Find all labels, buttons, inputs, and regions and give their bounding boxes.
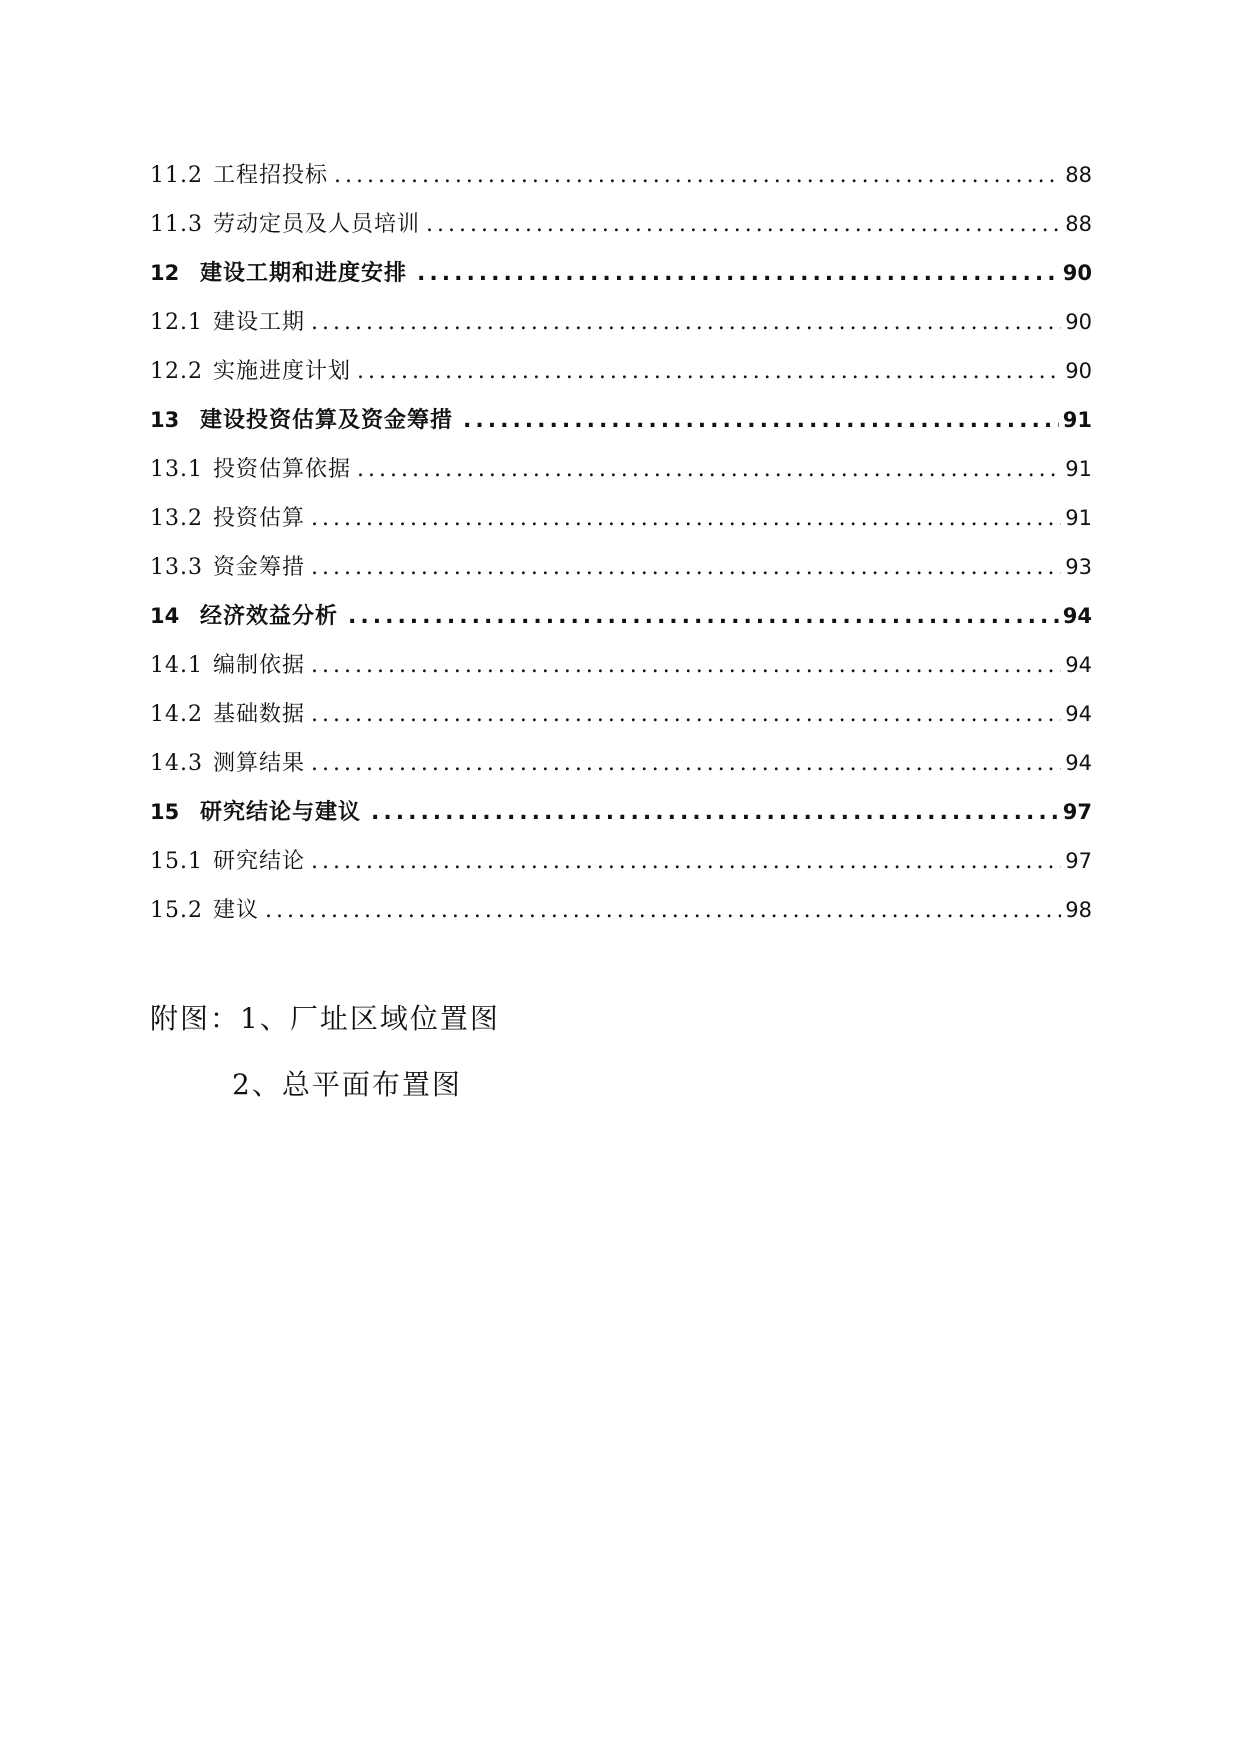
toc-entry-number: 12.2 (150, 359, 203, 384)
attachment-item: 2、总平面布置图 (232, 1068, 462, 1101)
toc-entry-title: 测算结果 (212, 751, 305, 776)
toc-entry-page-number: 90 (1065, 310, 1092, 334)
toc-entry-page-number: 94 (1065, 702, 1092, 726)
toc-dot-leader (334, 151, 1061, 200)
toc-entry-number: 15.2 (150, 898, 203, 923)
toc-entry-number: 13.1 (150, 457, 203, 482)
toc-dot-leader (348, 592, 1059, 641)
toc-entry-number: 15 (150, 800, 180, 824)
toc-entry-number: 13.3 (150, 555, 203, 580)
attachments-list (150, 986, 500, 1118)
toc-dot-leader (311, 837, 1061, 886)
toc-section-entry[interactable] (150, 739, 1092, 788)
toc-entry-title: 研究结论 (212, 849, 305, 874)
toc-chapter-entry[interactable] (150, 249, 1092, 298)
toc-section-entry[interactable] (150, 347, 1092, 396)
toc-section-entry[interactable] (150, 445, 1092, 494)
toc-section-entry[interactable] (150, 494, 1092, 543)
toc-section-entry[interactable] (150, 886, 1092, 935)
toc-entry-page-number: 98 (1065, 898, 1092, 922)
toc-entry-page-number: 94 (1065, 653, 1092, 677)
toc-entry-number: 13 (150, 408, 180, 432)
toc-entry-title: 劳动定员及人员培训 (212, 212, 420, 237)
toc-entry-number: 14.3 (150, 751, 203, 776)
toc-entry-page-number: 91 (1065, 457, 1092, 481)
toc-entry-page-number: 88 (1065, 212, 1092, 236)
toc-entry-number: 14.2 (150, 702, 203, 727)
toc-entry-title: 研究结论与建议 (200, 800, 362, 825)
toc-entry-title: 建设工期 (212, 310, 305, 335)
toc-entry-number: 11.2 (150, 163, 203, 188)
toc-entry-page-number: 91 (1065, 506, 1092, 530)
toc-entry-page-number: 94 (1062, 604, 1092, 628)
toc-dot-leader (311, 690, 1061, 739)
toc-entry-page-number: 91 (1062, 408, 1092, 432)
toc-entry-number: 12 (150, 261, 180, 285)
toc-entry-page-number: 93 (1065, 555, 1092, 579)
toc-dot-leader (311, 494, 1061, 543)
toc-entry-page-number: 90 (1062, 261, 1092, 285)
toc-section-entry[interactable] (150, 690, 1092, 739)
toc-chapter-entry[interactable] (150, 396, 1092, 445)
table-of-contents (150, 151, 1092, 935)
toc-dot-leader (265, 886, 1061, 935)
toc-entry-title: 资金筹措 (212, 555, 305, 580)
toc-entry-page-number: 88 (1065, 163, 1092, 187)
toc-entry-title: 经济效益分析 (200, 604, 339, 629)
attachment-item: 附图：1、厂址区域位置图 (150, 1002, 500, 1035)
toc-entry-number: 12.1 (150, 310, 203, 335)
toc-entry-page-number: 97 (1065, 849, 1092, 873)
toc-section-entry[interactable] (150, 298, 1092, 347)
toc-dot-leader (357, 445, 1061, 494)
toc-entry-number: 14 (150, 604, 180, 628)
toc-dot-leader (357, 347, 1061, 396)
toc-section-entry[interactable] (150, 641, 1092, 690)
toc-entry-title: 建议 (212, 898, 259, 923)
toc-dot-leader (311, 641, 1061, 690)
toc-entry-title: 建设工期和进度安排 (200, 261, 408, 286)
toc-dot-leader (463, 396, 1059, 445)
toc-dot-leader (426, 200, 1061, 249)
toc-dot-leader (311, 298, 1061, 347)
toc-entry-title: 投资估算依据 (212, 457, 351, 482)
toc-entry-number: 14.1 (150, 653, 203, 678)
toc-entry-title: 实施进度计划 (212, 359, 351, 384)
toc-entry-number: 11.3 (150, 212, 203, 237)
toc-entry-page-number: 97 (1062, 800, 1092, 824)
toc-entry-title: 基础数据 (212, 702, 305, 727)
toc-chapter-entry[interactable] (150, 592, 1092, 641)
toc-entry-page-number: 90 (1065, 359, 1092, 383)
toc-entry-title: 投资估算 (212, 506, 305, 531)
toc-section-entry[interactable] (150, 837, 1092, 886)
toc-entry-title: 建设投资估算及资金筹措 (200, 408, 454, 433)
toc-dot-leader (371, 788, 1059, 837)
toc-section-entry[interactable] (150, 200, 1092, 249)
toc-entry-number: 15.1 (150, 849, 203, 874)
toc-dot-leader (311, 543, 1061, 592)
toc-entry-number: 13.2 (150, 506, 203, 531)
toc-dot-leader (311, 739, 1061, 788)
toc-section-entry[interactable] (150, 151, 1092, 200)
toc-entry-title: 工程招投标 (212, 163, 328, 188)
toc-entry-page-number: 94 (1065, 751, 1092, 775)
toc-dot-leader (417, 249, 1059, 298)
toc-entry-title: 编制依据 (212, 653, 305, 678)
toc-chapter-entry[interactable] (150, 788, 1092, 837)
toc-section-entry[interactable] (150, 543, 1092, 592)
